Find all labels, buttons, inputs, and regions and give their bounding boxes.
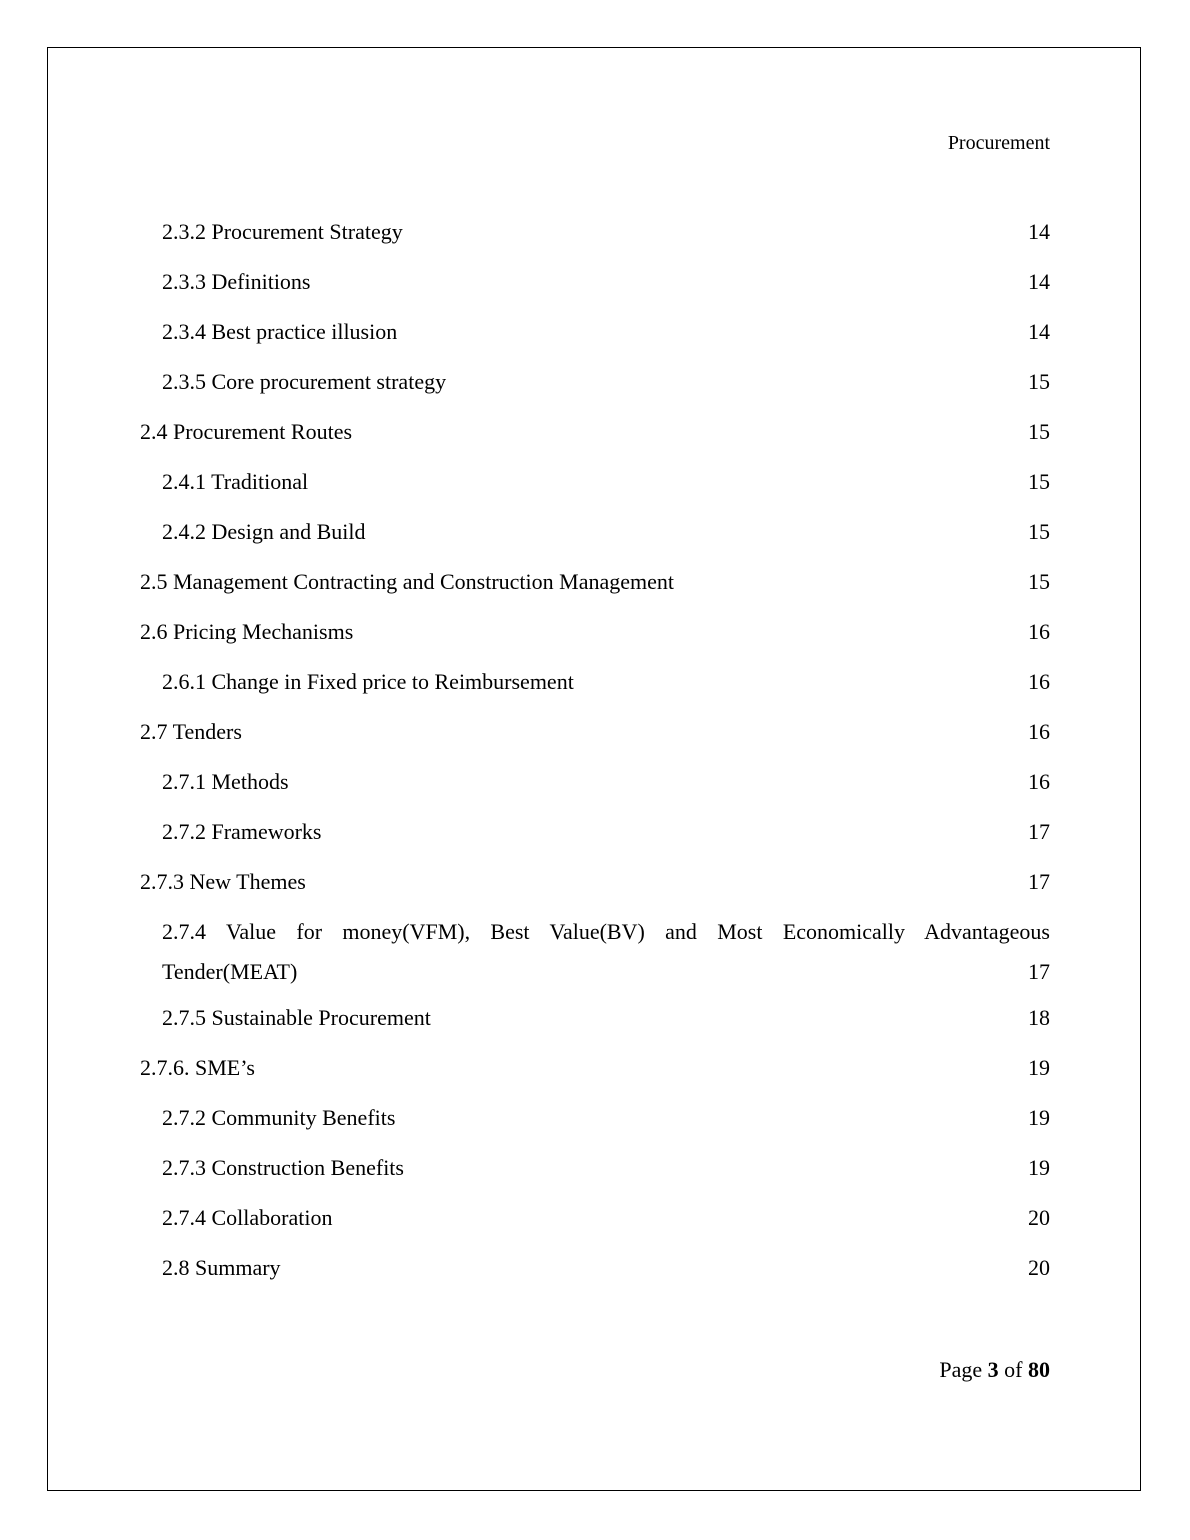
toc-entry-page: 15 — [1028, 419, 1050, 444]
toc-entry[interactable] — [140, 766, 1050, 798]
toc-entry-page: 20 — [1028, 1205, 1050, 1230]
toc-entry-title: 2.4 Procurement Routes — [140, 419, 353, 444]
toc-entry-title: 2.7 Tenders — [140, 719, 242, 744]
toc-entry-page: 16 — [1028, 769, 1050, 794]
toc-entry[interactable] — [140, 816, 1050, 848]
toc-entry-page: 15 — [1028, 519, 1050, 544]
toc-entry[interactable] — [140, 366, 1050, 398]
toc-entry-page: 15 — [1028, 469, 1050, 494]
toc-entry[interactable] — [140, 1202, 1050, 1234]
toc-entry-title: 2.3.2 Procurement Strategy — [162, 219, 403, 244]
toc-entry[interactable] — [140, 1002, 1050, 1034]
toc-entry-page: 17 — [1028, 959, 1050, 984]
toc-entry-page: 20 — [1028, 1255, 1050, 1280]
toc-entry-page: 14 — [1028, 219, 1050, 244]
toc-entry[interactable] — [140, 666, 1050, 698]
toc-entry-title: 2.6 Pricing Mechanisms — [140, 619, 354, 644]
toc-entry-title: 2.7.2 Community Benefits — [162, 1105, 396, 1130]
running-header: Procurement — [947, 132, 1050, 154]
toc-entry[interactable] — [140, 216, 1050, 248]
toc-entry-title: 2.7.6. SME’s — [140, 1055, 255, 1080]
toc-entry[interactable] — [140, 866, 1050, 898]
toc-entry-page: 17 — [1028, 869, 1050, 894]
toc-entry[interactable] — [140, 566, 1050, 598]
toc-entry-title: 2.7.1 Methods — [162, 769, 289, 794]
toc-entry-page: 18 — [1028, 1005, 1050, 1030]
toc-entry-title: 2.5 Management Contracting and Construction Management — [140, 569, 674, 594]
toc-entry-title: 2.8 Summary — [162, 1255, 281, 1280]
toc-entry-page: 16 — [1028, 669, 1050, 694]
toc-entry[interactable] — [140, 466, 1050, 498]
toc-entry-title: 2.7.3 Construction Benefits — [162, 1155, 404, 1180]
of-word: of — [1004, 1357, 1023, 1382]
toc-entry-title: 2.7.4 Value for money(VFM), Best Value(BV) and Most Economically Advantageous Tender(MEAT) — [162, 919, 1050, 984]
page-word: Page — [939, 1357, 983, 1382]
toc-entry-title: 2.6.1 Change in Fixed price to Reimbursement — [162, 669, 574, 694]
toc-entry[interactable] — [140, 316, 1050, 348]
table-of-contents — [140, 216, 1050, 1302]
toc-entry-title: 2.7.2 Frameworks — [162, 819, 322, 844]
page-number-footer — [939, 1354, 1050, 1386]
toc-entry-title: 2.4.1 Traditional — [162, 469, 309, 494]
toc-entry-page: 16 — [1028, 719, 1050, 744]
toc-entry[interactable] — [140, 1152, 1050, 1184]
toc-entry-title: 2.3.3 Definitions — [162, 269, 311, 294]
toc-entry[interactable] — [140, 912, 1050, 992]
toc-entry-page: 15 — [1028, 569, 1050, 594]
toc-entry[interactable] — [140, 616, 1050, 648]
toc-entry[interactable] — [140, 716, 1050, 748]
toc-entry-title: 2.7.4 Collaboration — [162, 1205, 333, 1230]
toc-entry-page: 14 — [1028, 319, 1050, 344]
toc-entry[interactable] — [140, 1252, 1050, 1284]
toc-entry-page: 19 — [1028, 1105, 1050, 1130]
toc-entry-title: 2.3.5 Core procurement strategy — [162, 369, 447, 394]
toc-entry[interactable] — [140, 1102, 1050, 1134]
total-page-count: 80 — [1028, 1357, 1050, 1382]
toc-entry-title: 2.4.2 Design and Build — [162, 519, 366, 544]
toc-entry[interactable] — [140, 516, 1050, 548]
toc-entry[interactable] — [140, 266, 1050, 298]
toc-entry-page: 19 — [1028, 1055, 1050, 1080]
toc-entry-page: 14 — [1028, 269, 1050, 294]
toc-entry-page: 19 — [1028, 1155, 1050, 1180]
toc-entry-page: 16 — [1028, 619, 1050, 644]
toc-entry-title: 2.3.4 Best practice illusion — [162, 319, 398, 344]
toc-entry-page: 15 — [1028, 369, 1050, 394]
toc-entry-title: 2.7.3 New Themes — [140, 869, 306, 894]
current-page-number: 3 — [987, 1357, 999, 1382]
toc-entry-page: 17 — [1028, 819, 1050, 844]
toc-entry-title: 2.7.5 Sustainable Procurement — [162, 1005, 431, 1030]
toc-entry[interactable] — [140, 1052, 1050, 1084]
toc-entry[interactable] — [140, 416, 1050, 448]
